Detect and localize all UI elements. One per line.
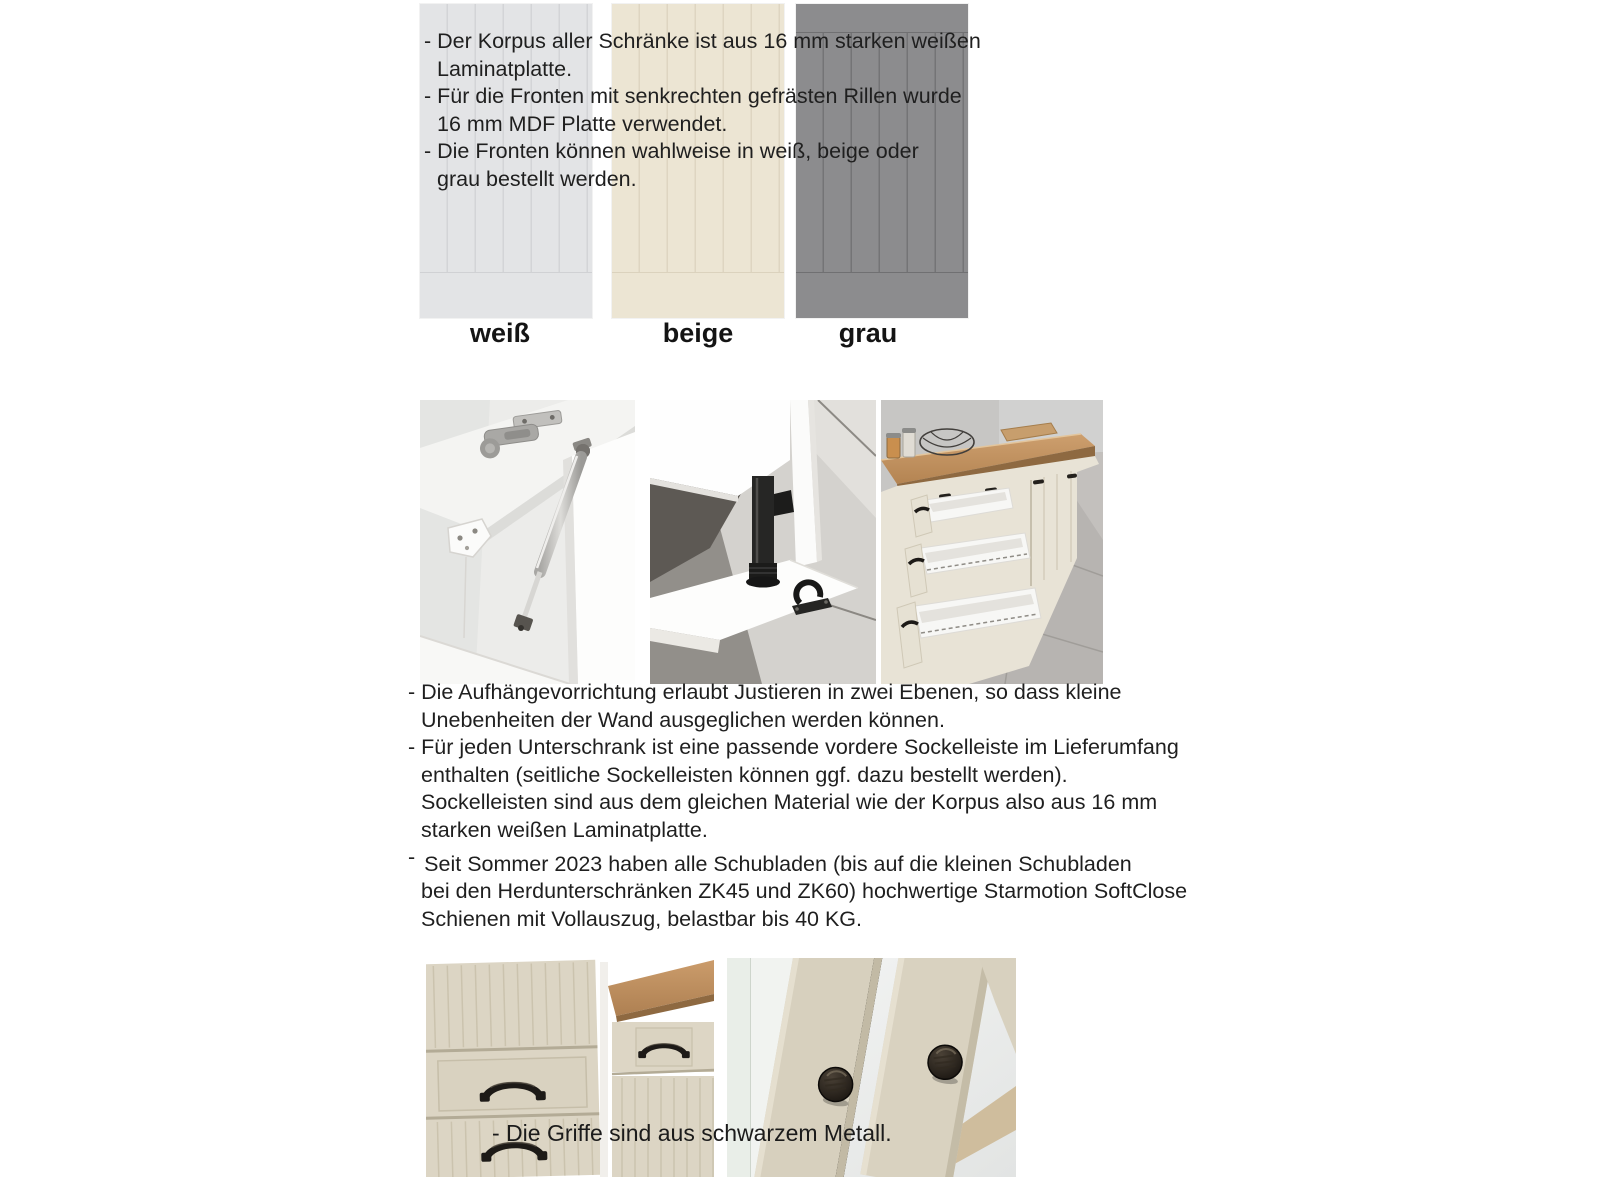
text-line: enthalten (seitliche Sockelleisten können ggf. dazu bestellt werden). xyxy=(421,762,1068,787)
text-line: - Für jeden Unterschrank ist eine passende vordere Sockelleiste im Lieferumfang xyxy=(408,735,1179,760)
text-line: Laminatplatte. xyxy=(437,56,573,81)
materials-bullet-text xyxy=(424,28,981,194)
photo-plinth-foot xyxy=(650,400,876,684)
bullet-dash: - xyxy=(408,844,416,869)
photo-open-drawers xyxy=(881,400,1103,684)
swatch-label-beige: beige xyxy=(662,318,734,348)
text-line: grau bestellt werden. xyxy=(437,166,637,191)
text-line: - Die Fronten können wahlweise in weiß, beige oder xyxy=(424,139,919,164)
text-line: - Der Korpus aller Schränke ist aus 16 mm starken weißen xyxy=(424,29,981,53)
text-line: starken weißen Laminatplatte. xyxy=(421,817,708,842)
text-line: - Die Aufhängevorrichtung erlaubt Justieren in zwei Ebenen, so dass kleine xyxy=(408,680,1122,704)
text-line: Unebenheiten der Wand ausgeglichen werden können. xyxy=(421,707,945,732)
text-line-content: Seit Sommer 2023 haben alle Schubladen (bis auf die kleinen Schubladen xyxy=(424,851,1132,876)
text-line: bei den Herdunterschränken ZK45 und ZK60) hochwertige Starmotion SoftClose xyxy=(421,879,1188,904)
door-panel-bottom-rail xyxy=(612,272,784,318)
photo-hinge-gas-strut xyxy=(420,400,635,684)
text-line: Sockelleisten sind aus dem gleichen Material wie der Korpus also aus 16 mm xyxy=(421,790,1158,815)
text-line xyxy=(408,844,1187,879)
swatch-label-grau: grau xyxy=(838,318,898,348)
handles-caption: - Die Griffe sind aus schwarzem Metall. xyxy=(492,1120,892,1146)
text-line: - Für die Fronten mit senkrechten gefrästen Rillen wurde xyxy=(424,84,962,109)
text-line: 16 mm MDF Platte verwendet. xyxy=(437,111,728,136)
features-bullet-text xyxy=(408,679,1187,933)
text-line: Schienen mit Vollauszug, belastbar bis 40 KG. xyxy=(421,906,863,931)
door-panel-bottom-rail xyxy=(420,272,592,318)
door-panel-bottom-rail xyxy=(796,272,968,318)
swatch-label-weiss: weiß xyxy=(469,318,530,348)
